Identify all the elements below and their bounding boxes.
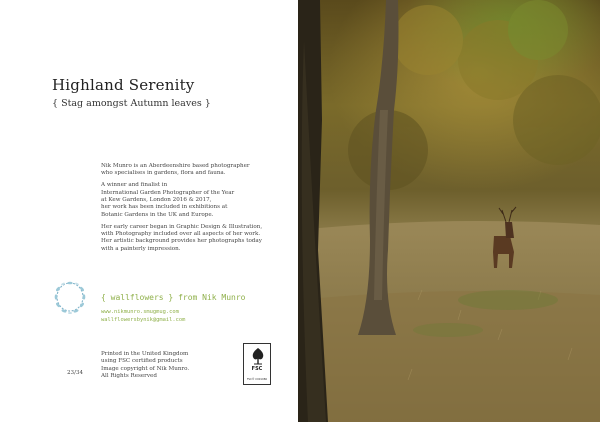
wreath-logo-icon (50, 275, 90, 319)
email-link[interactable]: wallflowersbynik@gmail.com (101, 316, 186, 323)
card-title: Highland Serenity (52, 76, 195, 94)
page-number: 23/34 (67, 370, 84, 376)
footer-line: All Rights Reserved (101, 373, 157, 380)
footer-line: Image copyright of Nik Munro. (101, 365, 190, 372)
website-link[interactable]: www.nikmunro.smugmug.com (101, 309, 179, 315)
bio-paragraph: A winner and finalist in International Garden Photographer of the Year at Kew Gardens, London 2016 & 2017, her work has been included in exhibitions at Botanic Gardens in the UK and Europe. (101, 182, 235, 218)
fsc-tree-icon (244, 345, 272, 367)
footer-line: using FSC certified products (101, 358, 183, 365)
contact-info (101, 309, 185, 324)
stag-photograph (298, 0, 600, 422)
card-subtitle: { Stag amongst Autumn leaves } (52, 98, 211, 109)
print-credits (101, 351, 189, 381)
card-text-panel (0, 0, 298, 422)
footer-line: Printed in the United Kingdom (101, 351, 189, 357)
fsc-logo (243, 343, 271, 385)
fsc-code: FSC® C001986 (246, 378, 268, 381)
bio-paragraph: Her early career began in Graphic Design & Illustration, with Photography included over all aspects of her work. Her artistic background provides her photographs today with a painterly impression. (101, 223, 263, 252)
fsc-label: FSC (251, 366, 263, 372)
bio-paragraph: Nik Munro is an Aberdeenshire based photographer who specialises in gardens, flora and fauna. (101, 163, 250, 177)
photographer-bio (101, 163, 291, 258)
brand-name: { wallflowers } from Nik Munro (101, 293, 246, 302)
